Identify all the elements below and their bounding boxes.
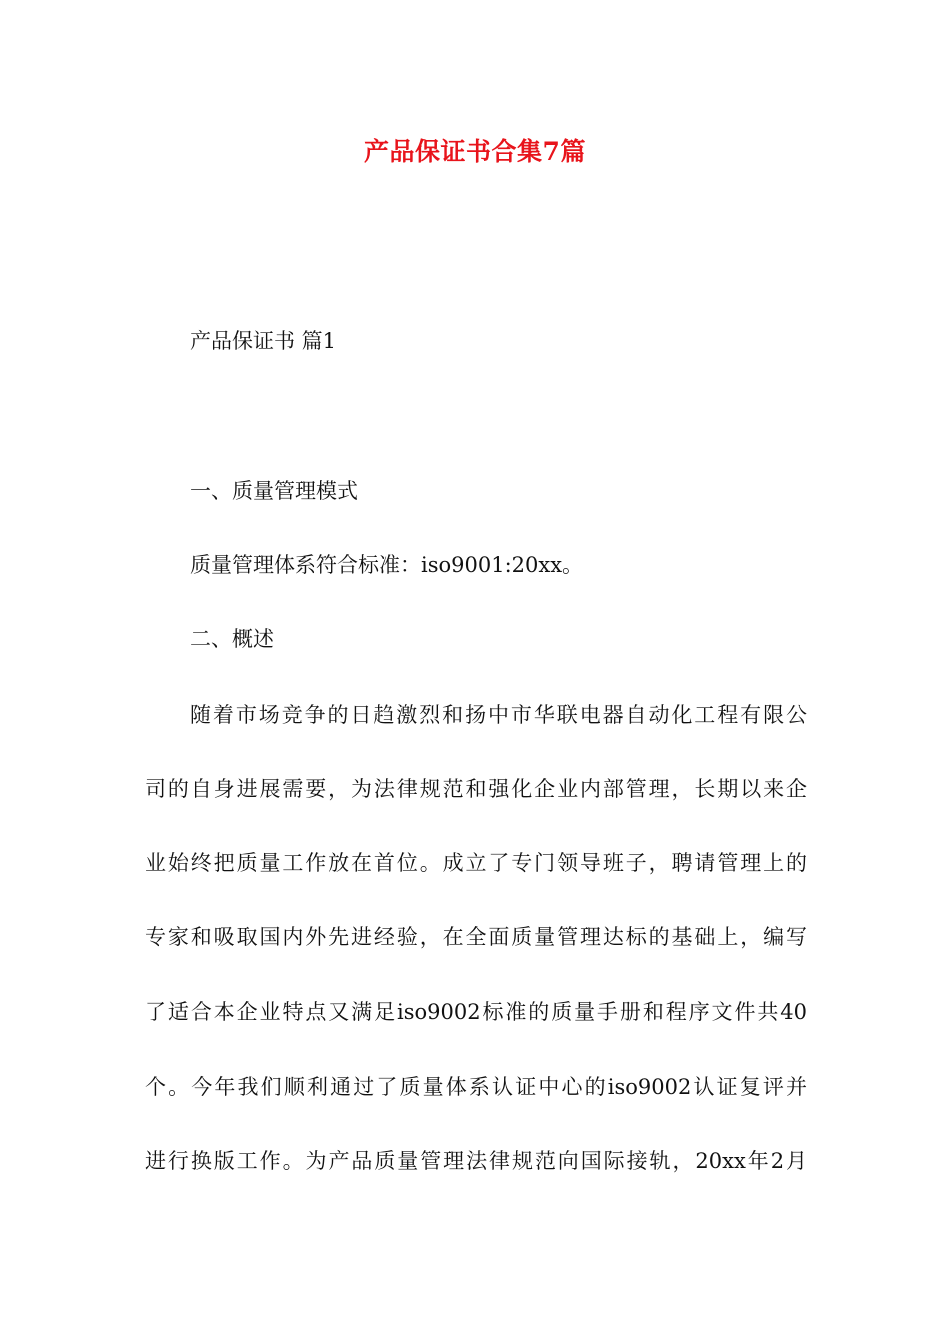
document-title: 产品保证书合集7篇 [364, 137, 586, 166]
paragraph-line: 进行换版工作。为产品质量管理法律规范向国际接轨，20xx年2月 [145, 1149, 807, 1173]
paragraph-line: 司的自身进展需要，为法律规范和强化企业内部管理，长期以来企 [145, 777, 807, 801]
subheading-quality-mode: 一、质量管理模式 [190, 479, 358, 503]
paragraph-line: 随着市场竞争的日趋激烈和扬中市华联电器自动化工程有限公 [190, 703, 807, 727]
paragraph-line: 个。今年我们顺利通过了质量体系认证中心的iso9002认证复评并 [145, 1075, 807, 1099]
paragraph-line: 了适合本企业特点又满足iso9002标准的质量手册和程序文件共40 [145, 1000, 807, 1024]
paragraph-line: 业始终把质量工作放在首位。成立了专门领导班子，聘请管理上的 [145, 851, 807, 875]
paragraph-standard: 质量管理体系符合标准：iso9001:20xx。 [190, 553, 584, 577]
section-heading: 产品保证书 篇1 [190, 329, 337, 353]
paragraph-line: 专家和吸取国内外先进经验，在全面质量管理达标的基础上，编写 [145, 925, 807, 949]
subheading-overview: 二、概述 [190, 627, 274, 651]
